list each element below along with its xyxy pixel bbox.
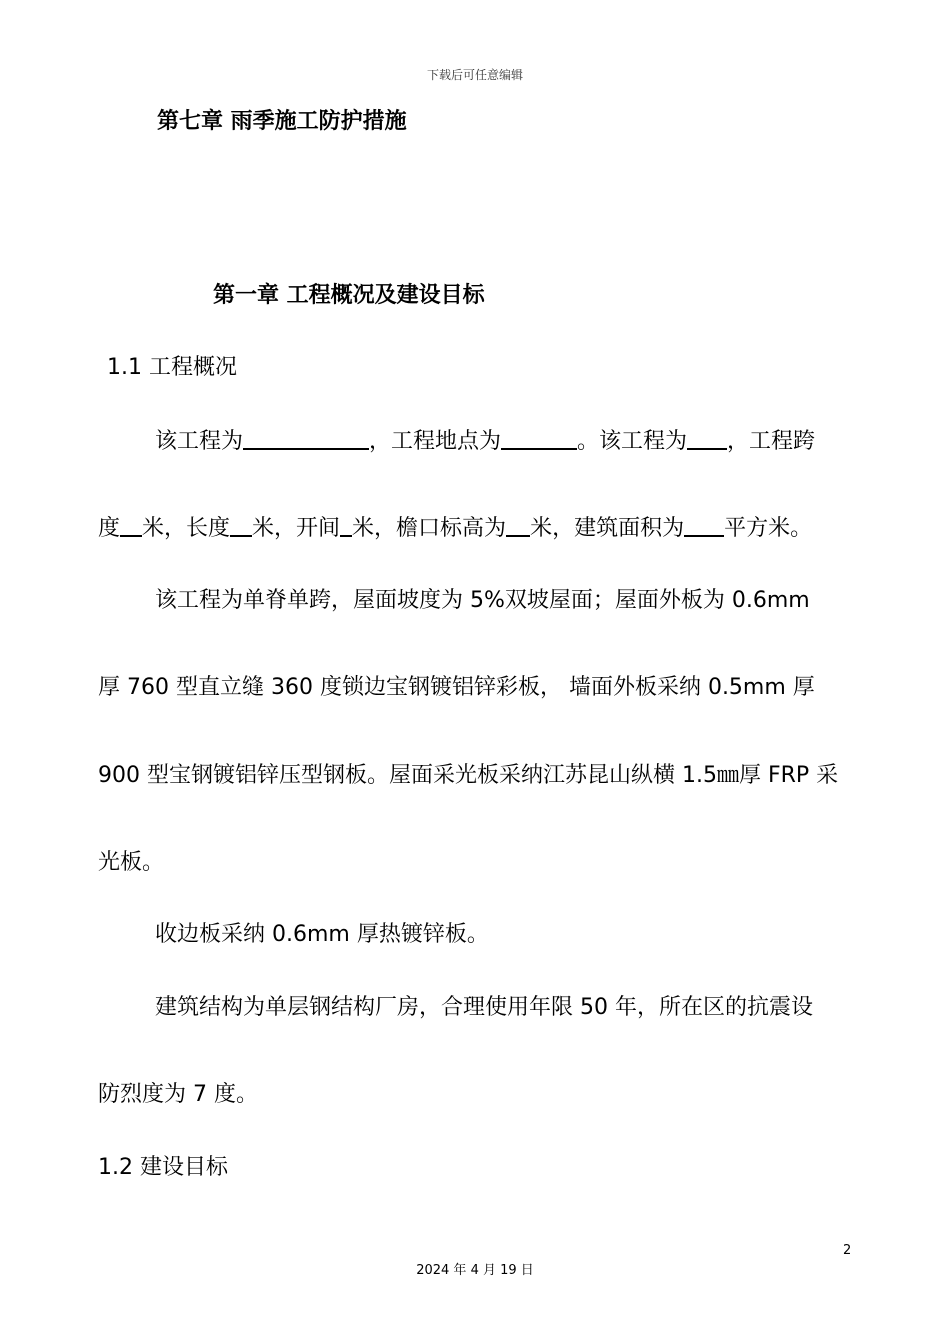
para1-text: 平方米。 (724, 516, 813, 541)
page-number: 2 (843, 1243, 852, 1258)
blank-bay (340, 515, 352, 537)
para4-line2: 防烈度为 7 度。 (98, 1082, 258, 1107)
page-header-note: 下载后可任意编辑 (426, 68, 523, 82)
para1-line1 (155, 424, 815, 455)
para2-line3: 900 型宝钢镀铝锌压型钢板。屋面采光板采纳江苏昆山纵横 1.5㎜厚 FRP 采 (98, 763, 839, 788)
section-1-1-heading: 1.1 工程概况 (107, 355, 237, 380)
para1-text: 米，檐口标高为 (352, 516, 507, 541)
blank-project-type (687, 428, 727, 450)
section-1-2-heading: 1.2 建设目标 (98, 1155, 228, 1180)
para1-text: 米，开间 (252, 516, 341, 541)
blank-project-location (501, 428, 577, 450)
para1-text: 米，长度 (142, 516, 231, 541)
para1-text: ，工程跨 (727, 429, 816, 454)
para2-line1: 该工程为单脊单跨，屋面坡度为 5%双坡屋面；屋面外板为 0.6mm (155, 588, 810, 613)
footer-date: 2024 年 4 月 19 日 (416, 1263, 534, 1278)
para1-text: ，工程地点为 (369, 429, 502, 454)
blank-eave-height (506, 515, 530, 537)
para1-line2 (98, 511, 812, 542)
para1-text: 。该工程为 (577, 429, 688, 454)
blank-floor-area (684, 515, 724, 537)
para1-text: 该工程为 (155, 429, 244, 454)
chapter1-title: 第一章 工程概况及建设目标 (213, 283, 485, 308)
para1-text: 度 (98, 516, 121, 541)
para3: 收边板采纳 0.6mm 厚热镀锌板。 (155, 922, 489, 947)
blank-length (230, 515, 252, 537)
para2-line4: 光板。 (98, 850, 165, 875)
chapter7-title: 第七章 雨季施工防护措施 (157, 109, 407, 134)
para2-line2: 厚 760 型直立缝 360 度锁边宝钢镀铝锌彩板， 墙面外板采纳 0.5mm 厚 (98, 675, 815, 700)
blank-span (120, 515, 142, 537)
para4-line1: 建筑结构为单层钢结构厂房，合理使用年限 50 年，所在区的抗震设 (155, 995, 813, 1020)
para1-text: 米，建筑面积为 (530, 516, 685, 541)
blank-project-name (243, 428, 369, 450)
